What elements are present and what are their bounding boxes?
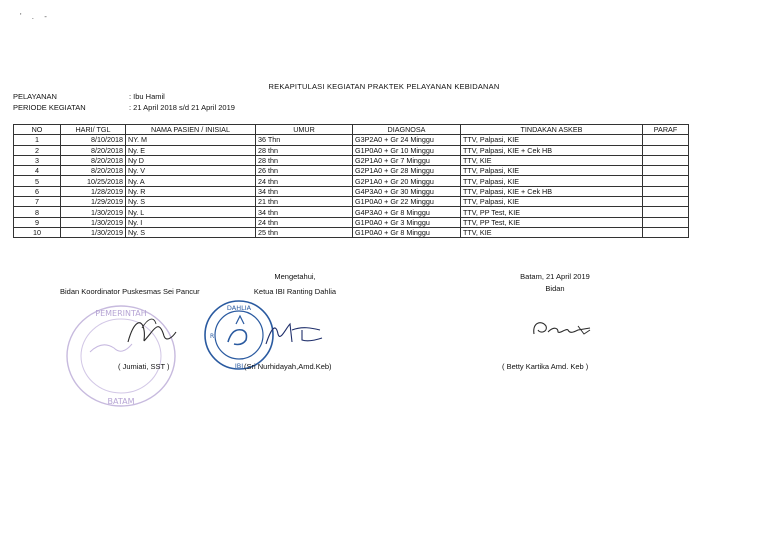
cell-nama: NY. M [126,135,256,145]
table-row [14,155,689,165]
cell-tindakan: TTV, Palpasi, KIE [461,197,643,207]
cell-umur: 36 Thn [256,135,353,145]
cell-nama: Ny. A [126,176,256,186]
col-header-umur: UMUR [256,125,353,135]
col-header-diagnosa: DIAGNOSA [353,125,461,135]
cell-tgl: 8/20/2018 [61,155,126,165]
cell-tgl: 8/20/2018 [61,166,126,176]
cell-paraf [643,166,689,176]
table-row [14,227,689,237]
cell-umur: 24 thn [256,217,353,227]
cell-paraf [643,186,689,196]
table-row [14,166,689,176]
col-header-tindakan: TINDAKAN ASKEB [461,125,643,135]
table-row [14,217,689,227]
cell-nama: Ny. E [126,145,256,155]
cell-paraf [643,155,689,165]
ketua-signature [262,320,328,350]
cell-tindakan: TTV, KIE [461,227,643,237]
cell-paraf [643,207,689,217]
cell-tgl: 8/10/2018 [61,135,126,145]
cell-nama: Ny D [126,155,256,165]
cell-umur: 25 thn [256,227,353,237]
cell-nama: Ny. S [126,227,256,237]
cell-tindakan: TTV, Palpasi, KIE [461,166,643,176]
table-row [14,176,689,186]
cell-umur: 26 thn [256,166,353,176]
cell-diagnosa: G2P1A0 + Gr 28 Minggu [353,166,461,176]
left-signatory-title: Bidan Koordinator Puskesmas Sei Pancur [60,287,200,296]
table-header-row [14,125,689,135]
svg-text:PEMERINTAH: PEMERINTAH [95,309,147,318]
cell-nama: Ny. I [126,217,256,227]
cell-tindakan: TTV, Palpasi, KIE [461,176,643,186]
cell-diagnosa: G1P0A0 + Gr 10 Minggu [353,145,461,155]
cell-paraf [643,135,689,145]
cell-no: 2 [14,145,61,155]
right-place-date: Batam, 21 April 2019 [520,272,590,281]
cell-tindakan: TTV, PP Test, KIE [461,217,643,227]
cell-tgl: 1/30/2019 [61,207,126,217]
col-header-nama: NAMA PASIEN / INISIAL [126,125,256,135]
svg-text:DAHLIA: DAHLIA [226,304,252,312]
cell-nama: Ny. S [126,197,256,207]
table-row [14,207,689,217]
pelayanan-label: PELAYANAN [13,92,57,101]
cell-no: 1 [14,135,61,145]
table-row [14,135,689,145]
right-signatory-name: ( Betty Kartika Amd. Keb ) [502,362,589,371]
cell-tgl: 10/25/2018 [61,176,126,186]
cell-tindakan: TTV, KIE [461,155,643,165]
middle-heading: Mengetahui, [274,272,316,281]
left-signatory-name: ( Jumiati, SST ) [118,362,170,371]
cell-umur: 21 thn [256,197,353,207]
pelayanan-value: : Ibu Hamil [129,92,165,101]
cell-umur: 24 thn [256,176,353,186]
scan-specks: ' . - [20,12,51,21]
cell-no: 4 [14,166,61,176]
cell-tindakan: TTV, Palpasi, KIE + Cek HB [461,186,643,196]
cell-nama: Ny. L [126,207,256,217]
svg-text:IBI: IBI [234,362,244,370]
cell-no: 3 [14,155,61,165]
svg-text:R: R [210,333,215,340]
cell-umur: 28 thn [256,145,353,155]
cell-tgl: 1/28/2019 [61,186,126,196]
cell-umur: 34 thn [256,186,353,196]
cell-no: 9 [14,217,61,227]
cell-tgl: 1/30/2019 [61,227,126,237]
cell-diagnosa: G2P1A0 + Gr 20 Minggu [353,176,461,186]
cell-paraf [643,217,689,227]
table-row [14,186,689,196]
cell-tindakan: TTV, Palpasi, KIE [461,135,643,145]
table-row [14,145,689,155]
cell-tgl: 8/20/2018 [61,145,126,155]
cell-diagnosa: G1P0A0 + Gr 22 Minggu [353,197,461,207]
periode-label: PERIODE KEGIATAN [13,103,86,112]
cell-tgl: 1/30/2019 [61,217,126,227]
right-signatory-title: Bidan [545,284,565,293]
cell-no: 6 [14,186,61,196]
col-header-no: NO [14,125,61,135]
cell-nama: Ny. R [126,186,256,196]
cell-no: 10 [14,227,61,237]
cell-tindakan: TTV, PP Test, KIE [461,207,643,217]
cell-no: 7 [14,197,61,207]
bidan-signature [528,316,598,342]
middle-signatory-title: Ketua IBI Ranting Dahlia [253,287,337,296]
cell-diagnosa: G4P3A0 + Gr 8 Minggu [353,207,461,217]
cell-diagnosa: G1P0A0 + Gr 8 Minggu [353,227,461,237]
cell-diagnosa: G2P1A0 + Gr 7 Minggu [353,155,461,165]
cell-diagnosa: G1P0A0 + Gr 3 Minggu [353,217,461,227]
cell-tgl: 1/29/2019 [61,197,126,207]
cell-no: 5 [14,176,61,186]
col-header-tgl: HARI/ TGL [61,125,126,135]
cell-nama: Ny. V [126,166,256,176]
middle-signatory-name: (Sri Nurhidayah,Amd.Keb) [244,362,332,371]
cell-paraf [643,145,689,155]
cell-paraf [643,176,689,186]
coordinator-signature [120,312,182,352]
table-row [14,197,689,207]
col-header-paraf: PARAF [643,125,689,135]
cell-no: 8 [14,207,61,217]
document-title: REKAPITULASI KEGIATAN PRAKTEK PELAYANAN KEBIDANAN [268,82,500,91]
cell-tindakan: TTV, Palpasi, KIE + Cek HB [461,145,643,155]
cell-umur: 34 thn [256,207,353,217]
periode-value: : 21 April 2018 s/d 21 April 2019 [129,103,235,112]
svg-text:BATAM: BATAM [107,397,135,406]
cell-paraf [643,227,689,237]
cell-paraf [643,197,689,207]
cell-diagnosa: G3P2A0 + Gr 24 Minggu [353,135,461,145]
cell-diagnosa: G4P3A0 + Gr 30 Minggu [353,186,461,196]
rekap-table [13,124,689,238]
cell-umur: 28 thn [256,155,353,165]
